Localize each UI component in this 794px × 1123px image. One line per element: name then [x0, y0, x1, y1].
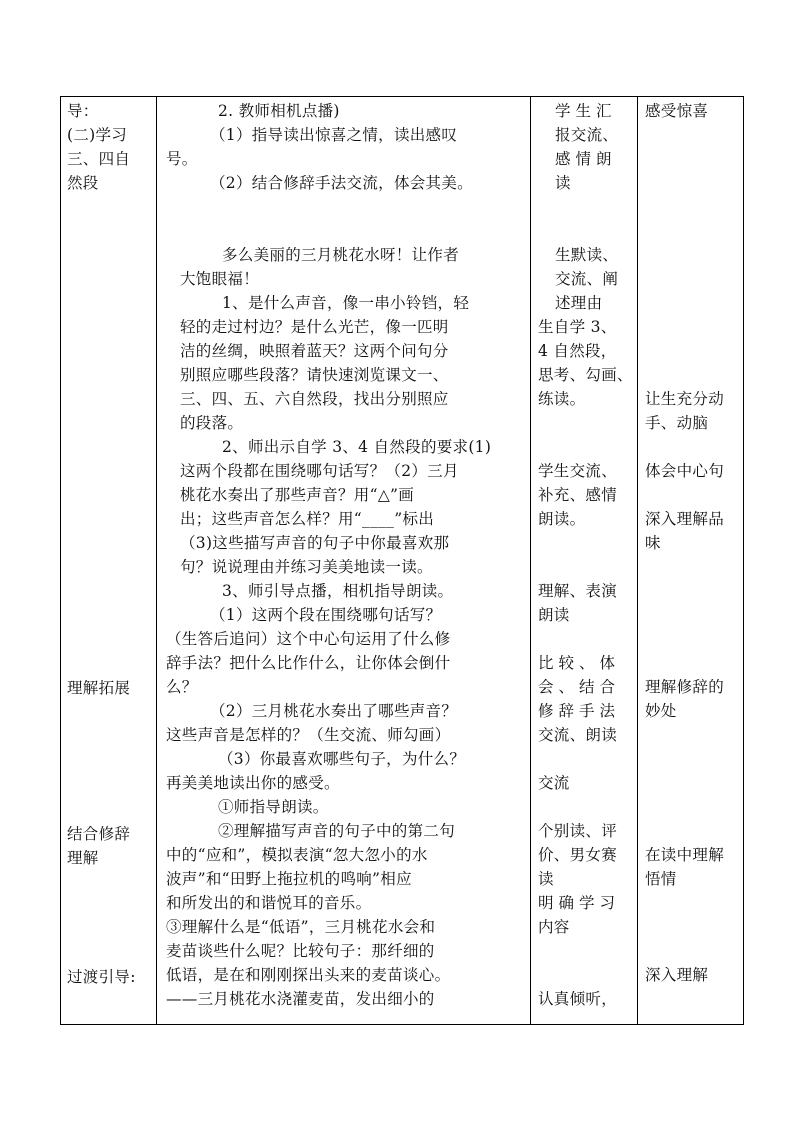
student-text-line: 朗读。 — [538, 510, 586, 528]
teacher-text-line: （2）三月桃花水奏出了哪些声音？ — [210, 702, 458, 720]
teacher-text-line: ①师指导朗读。 — [218, 798, 329, 816]
column-divider — [156, 97, 157, 1024]
section-label: 导： — [67, 102, 99, 120]
intent-text-line: 妙处 — [645, 702, 677, 720]
teacher-text-line: 的段落。 — [180, 414, 244, 432]
student-text-line: 述理由 — [555, 294, 603, 312]
teacher-text-line: 波声”和“田野上拖拉机的鸣响”相应 — [166, 870, 412, 888]
teacher-text-line: 多么美丽的三月桃花水呀！让作者 — [222, 246, 460, 264]
student-text-line: 读 — [538, 870, 554, 888]
teacher-text-line: ③理解什么是“低语”，三月桃花水会和 — [166, 918, 436, 936]
section-label: 三、四自 — [67, 150, 131, 168]
teacher-text-line: 麦苗谈些什么呢？比较句子：那纤细的 — [166, 942, 435, 960]
teacher-text-line: 3、师引导点播，相机指导朗读。 — [222, 582, 454, 600]
teacher-text-line: ②理解描写声音的句子中的第二句 — [218, 822, 456, 840]
student-text-line: 补充、感情 — [538, 486, 618, 504]
intent-text-line: 体会中心句 — [645, 462, 725, 480]
teacher-text-line: 1、是什么声音，像一串小铃铛，轻 — [222, 294, 470, 312]
teacher-text-line: 么？ — [166, 678, 198, 696]
section-label: 然段 — [67, 174, 99, 192]
student-text-line: 感情朗 — [555, 150, 617, 168]
student-text-line: 交流、朗读 — [538, 726, 618, 744]
intent-text-line: 感受惊喜 — [645, 102, 709, 120]
teacher-text-line: 句？说说理由并练习美美地读一读。 — [180, 558, 433, 576]
teacher-text-line: 这些声音是怎样的？（生交流、师勾画） — [166, 726, 451, 744]
teacher-text-line: 大饱眼福！ — [180, 270, 260, 288]
section-label: 理解 — [67, 849, 99, 867]
intent-text-line: 让生充分动 — [645, 390, 725, 408]
teacher-text-line: 出；这些声音怎么样？用“____”标出 — [180, 510, 435, 528]
student-text-line: 认真倾听， — [538, 990, 618, 1008]
student-text-line: 报交流、 — [555, 126, 619, 144]
student-text-line: 交流 — [538, 774, 570, 792]
student-text-line: 会、结合 — [538, 678, 621, 696]
teacher-text-line: 再美美地读出你的感受。 — [166, 774, 340, 792]
intent-text-line: 味 — [645, 534, 661, 552]
teacher-text-line: 洁的丝绸，映照着蓝天？这两个问句分 — [180, 342, 449, 360]
student-text-line: 练读。 — [538, 390, 586, 408]
teacher-text-line: 桃花水奏出了那些声音？用“△”画 — [180, 486, 415, 504]
student-text-line: 交流、阐 — [555, 270, 619, 288]
student-text-line: 修辞手法 — [538, 702, 621, 720]
student-text-line: 生自学 3、 — [538, 318, 617, 336]
teacher-text-line: ——三月桃花水浇灌麦苗，发出细小的 — [166, 990, 435, 1008]
teacher-text-line: 2. 教师相机点播) — [218, 102, 340, 120]
student-text-line: 内容 — [538, 918, 570, 936]
section-label: 理解拓展 — [67, 679, 131, 697]
teacher-text-line: 别照应哪些段落？请快速浏览课文一、 — [180, 366, 449, 384]
teacher-text-line: 2、师出示自学 3、4 自然段的要求(1) — [222, 438, 492, 456]
intent-text-line: 深入理解品 — [645, 510, 725, 528]
student-text-line: 生默读、 — [555, 246, 619, 264]
student-text-line: 4 自然段， — [538, 342, 617, 360]
teacher-text-line: 辞手法？把什么比作什么，让你体会倒什 — [166, 654, 451, 672]
section-label: 结合修辞 — [67, 825, 131, 843]
column-divider — [530, 97, 531, 1024]
teacher-text-line: 和所发出的和谐悦耳的音乐。 — [166, 894, 372, 912]
intent-text-line: 理解修辞的 — [645, 678, 725, 696]
student-text-line: 思考、勾画、 — [538, 366, 633, 384]
teacher-text-line: 中的“应和”，模拟表演“忽大忽小的水 — [166, 846, 428, 864]
intent-text-line: 深入理解 — [645, 966, 709, 984]
student-text-line: 价、男女赛 — [538, 846, 618, 864]
teacher-text-line: （生答后追问）这个中心句运用了什么修 — [166, 630, 451, 648]
section-label: 过渡引导: — [67, 968, 136, 986]
teacher-text-line: （3)这些描写声音的句子中你最喜欢那 — [180, 534, 450, 552]
teacher-text-line: 这两个段都在围绕哪句话写？（2）三月 — [180, 462, 459, 480]
section-label: (二)学习 — [67, 126, 128, 144]
teacher-text-line: 低语，是在和刚刚探出头来的麦苗谈心。 — [166, 966, 451, 984]
teacher-text-line: 三、四、五、六自然段，找出分别照应 — [180, 390, 449, 408]
teacher-text-line: （1）这两个段在围绕哪句话写？ — [210, 606, 442, 624]
student-text-line: 朗读 — [538, 606, 570, 624]
column-divider — [637, 97, 638, 1024]
student-text-line: 读 — [555, 174, 571, 192]
intent-text-line: 手、动脑 — [645, 414, 709, 432]
student-text-line: 个别读、评 — [538, 822, 618, 840]
student-text-line: 学生汇 — [555, 102, 617, 120]
intent-text-line: 在读中理解 — [645, 846, 725, 864]
teacher-text-line: （2）结合修辞手法交流，体会其美。 — [210, 174, 473, 192]
teacher-text-line: 轻的走过村边？是什么光芒，像一匹明 — [180, 318, 449, 336]
intent-text-line: 悟情 — [645, 870, 677, 888]
teacher-text-line: 号。 — [166, 150, 198, 168]
student-text-line: 比较、体 — [538, 654, 621, 672]
student-text-line: 明确学习 — [538, 894, 621, 912]
teacher-text-line: （1）指导读出惊喜之情，读出感叹 — [210, 126, 458, 144]
teacher-text-line: （3）你最喜欢哪些句子，为什么？ — [218, 750, 466, 768]
student-text-line: 理解、表演 — [538, 582, 618, 600]
student-text-line: 学生交流、 — [538, 462, 618, 480]
